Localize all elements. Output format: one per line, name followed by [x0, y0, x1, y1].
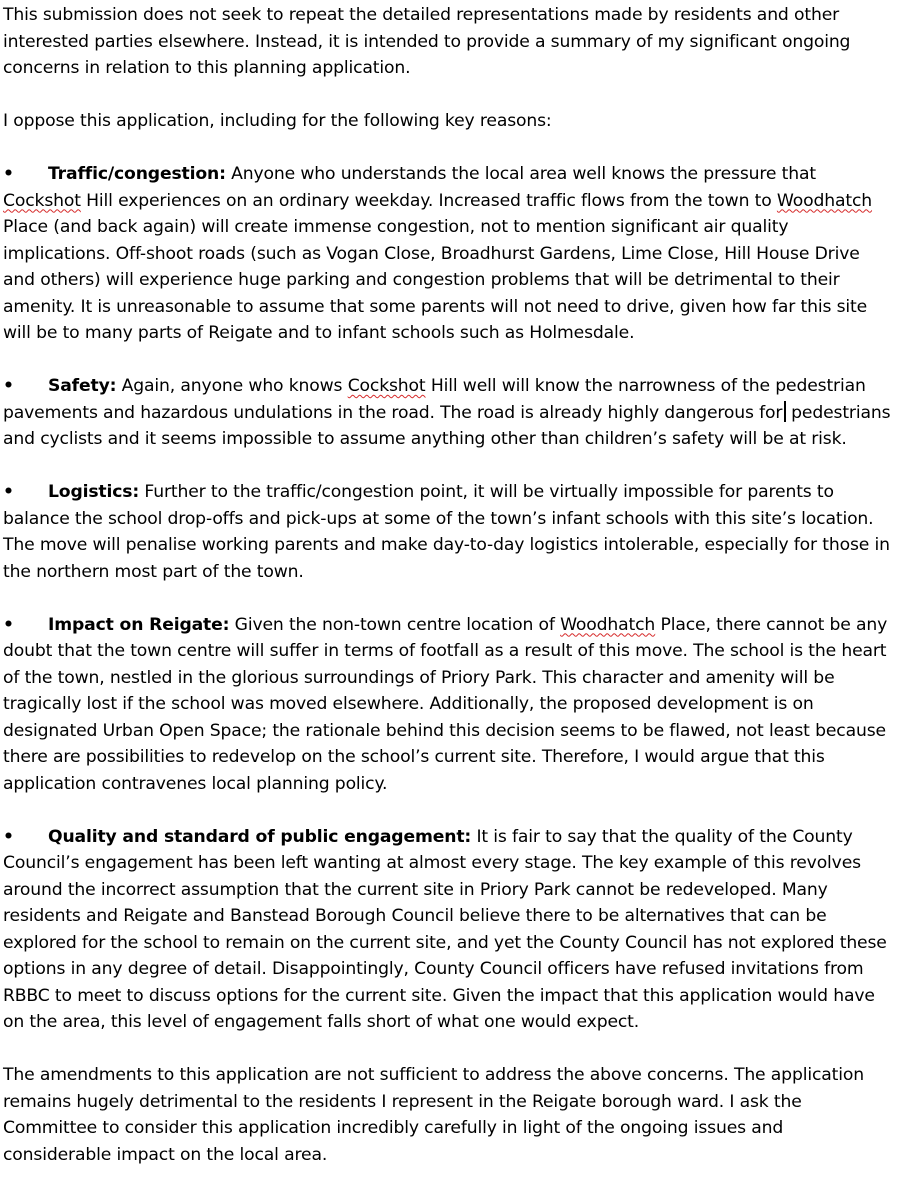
bullet-text: Hill experiences on an ordinary weekday. Increased traffic flows from the town to: [80, 190, 777, 211]
bullet-text: Further to the traffic/congestion point, it will be virtually impossible for parents to balance the school drop-offs and pick-ups at some of the town’s infant schools with this site’s location. The move will penalise working parents and make day-to-day logistics intolerable, especially for those in the northern most part of the town.: [3, 482, 890, 582]
spelling-flag-word[interactable]: Woodhatch: [560, 614, 656, 635]
bullet-icon: •: [3, 376, 14, 396]
bullet-text: It is fair to say that the quality of the County Council’s engagement has been left wanting at almost every stage. The key example of this revolves around the incorrect assumption that the current site in Priory Park cannot be redeveloped. Many residents and Reigate and Banstead Borough Council believe there to be alternatives that can be explored for the school to remain on the current site, and yet the County Council has not explored these options in any degree of detail. Disappointingly, County Council officers have refused invitations from RBBC to meet to discuss options for the current site. Given the impact that this application would have on the area, this level of engagement falls short of what one would expect.: [3, 826, 887, 1032]
spelling-flag-word[interactable]: Woodhatch: [776, 190, 873, 211]
bullet-icon: •: [3, 614, 14, 635]
bullet-safety: [3, 373, 896, 453]
bullet-text: Place (and back again) will create immense congestion, not to mention significant air quality implications. Off-shoot roads (such as Vogan Close, Broadhurst Gardens, Lime Close, Hill House Drive and others) will experience huge parking and congestion problems that will be detrimental to their amenity. It is unreasonable to assume that some parents will not need to drive, given how far this site will be to many parts of Reigate and to infant schools such as Holmesdale.: [3, 217, 868, 343]
bullet-text: Again, anyone who knows: [116, 376, 348, 396]
spelling-flag-word[interactable]: Cockshot: [347, 376, 426, 396]
bullet-icon: •: [3, 482, 14, 502]
bullet-text: Anyone who understands the local area well knows the pressure that: [225, 164, 816, 184]
bullet-heading: Impact on Reigate:: [48, 614, 230, 635]
reasons-intro-paragraph: I oppose this application, including for the following key reasons:: [3, 111, 552, 131]
bullet-heading: Safety:: [48, 376, 117, 396]
bullet-heading: Traffic/congestion:: [48, 164, 226, 184]
bullet-logistics: [3, 479, 896, 585]
bullet-text: Given the non-town centre location of: [229, 614, 561, 635]
bullet-icon: •: [3, 826, 14, 847]
document-body[interactable]: [3, 2, 896, 1195]
intro-paragraph: This submission does not seek to repeat the detailed representations made by residents and other interested parties elsewhere. Instead, it is intended to provide a summary of my significant ongoing concerns in relation to this planning application.: [3, 5, 851, 78]
spelling-flag-word[interactable]: Cockshot: [3, 190, 81, 211]
bullet-heading: Quality and standard of public engagement:: [48, 826, 472, 847]
bullet-heading: Logistics:: [48, 482, 140, 502]
bullet-text: Place, there cannot be any doubt that the town centre will suffer in terms of footfall as a result of this move. The school is the heart of the town, nestled in the glorious surroundings of Priory Park. This character and amenity will be tragically lost if the school was moved elsewhere. Additionally, the proposed development is on designated Urban Open Space; the rationale behind this decision seems to be flawed, not least because there are possibilities to redevelop on the school’s current site. Therefore, I would argue that this application contravenes local planning policy.: [3, 614, 888, 794]
bullet-text: Hill well will know the narrowness of the pedestrian pavements and hazardous undulations in the road. The road is already highly dangerous for: [3, 376, 866, 423]
bullet-text: pedestrians and cyclists and it seems impossible to assume anything other than children’s safety will be at risk.: [3, 402, 891, 449]
conclusion-paragraph: The amendments to this application are not sufficient to address the above concerns. The application remains hugely detrimental to the residents I represent in the Reigate borough ward. I ask the Committee to consider this application incredibly carefully in light of the ongoing issues and considerable impact on the local area.: [3, 1065, 864, 1165]
bullet-public-engagement: [3, 824, 896, 1036]
bullet-icon: •: [3, 164, 14, 184]
bullet-impact-on-reigate: [3, 612, 896, 798]
bullet-traffic: [3, 161, 896, 347]
